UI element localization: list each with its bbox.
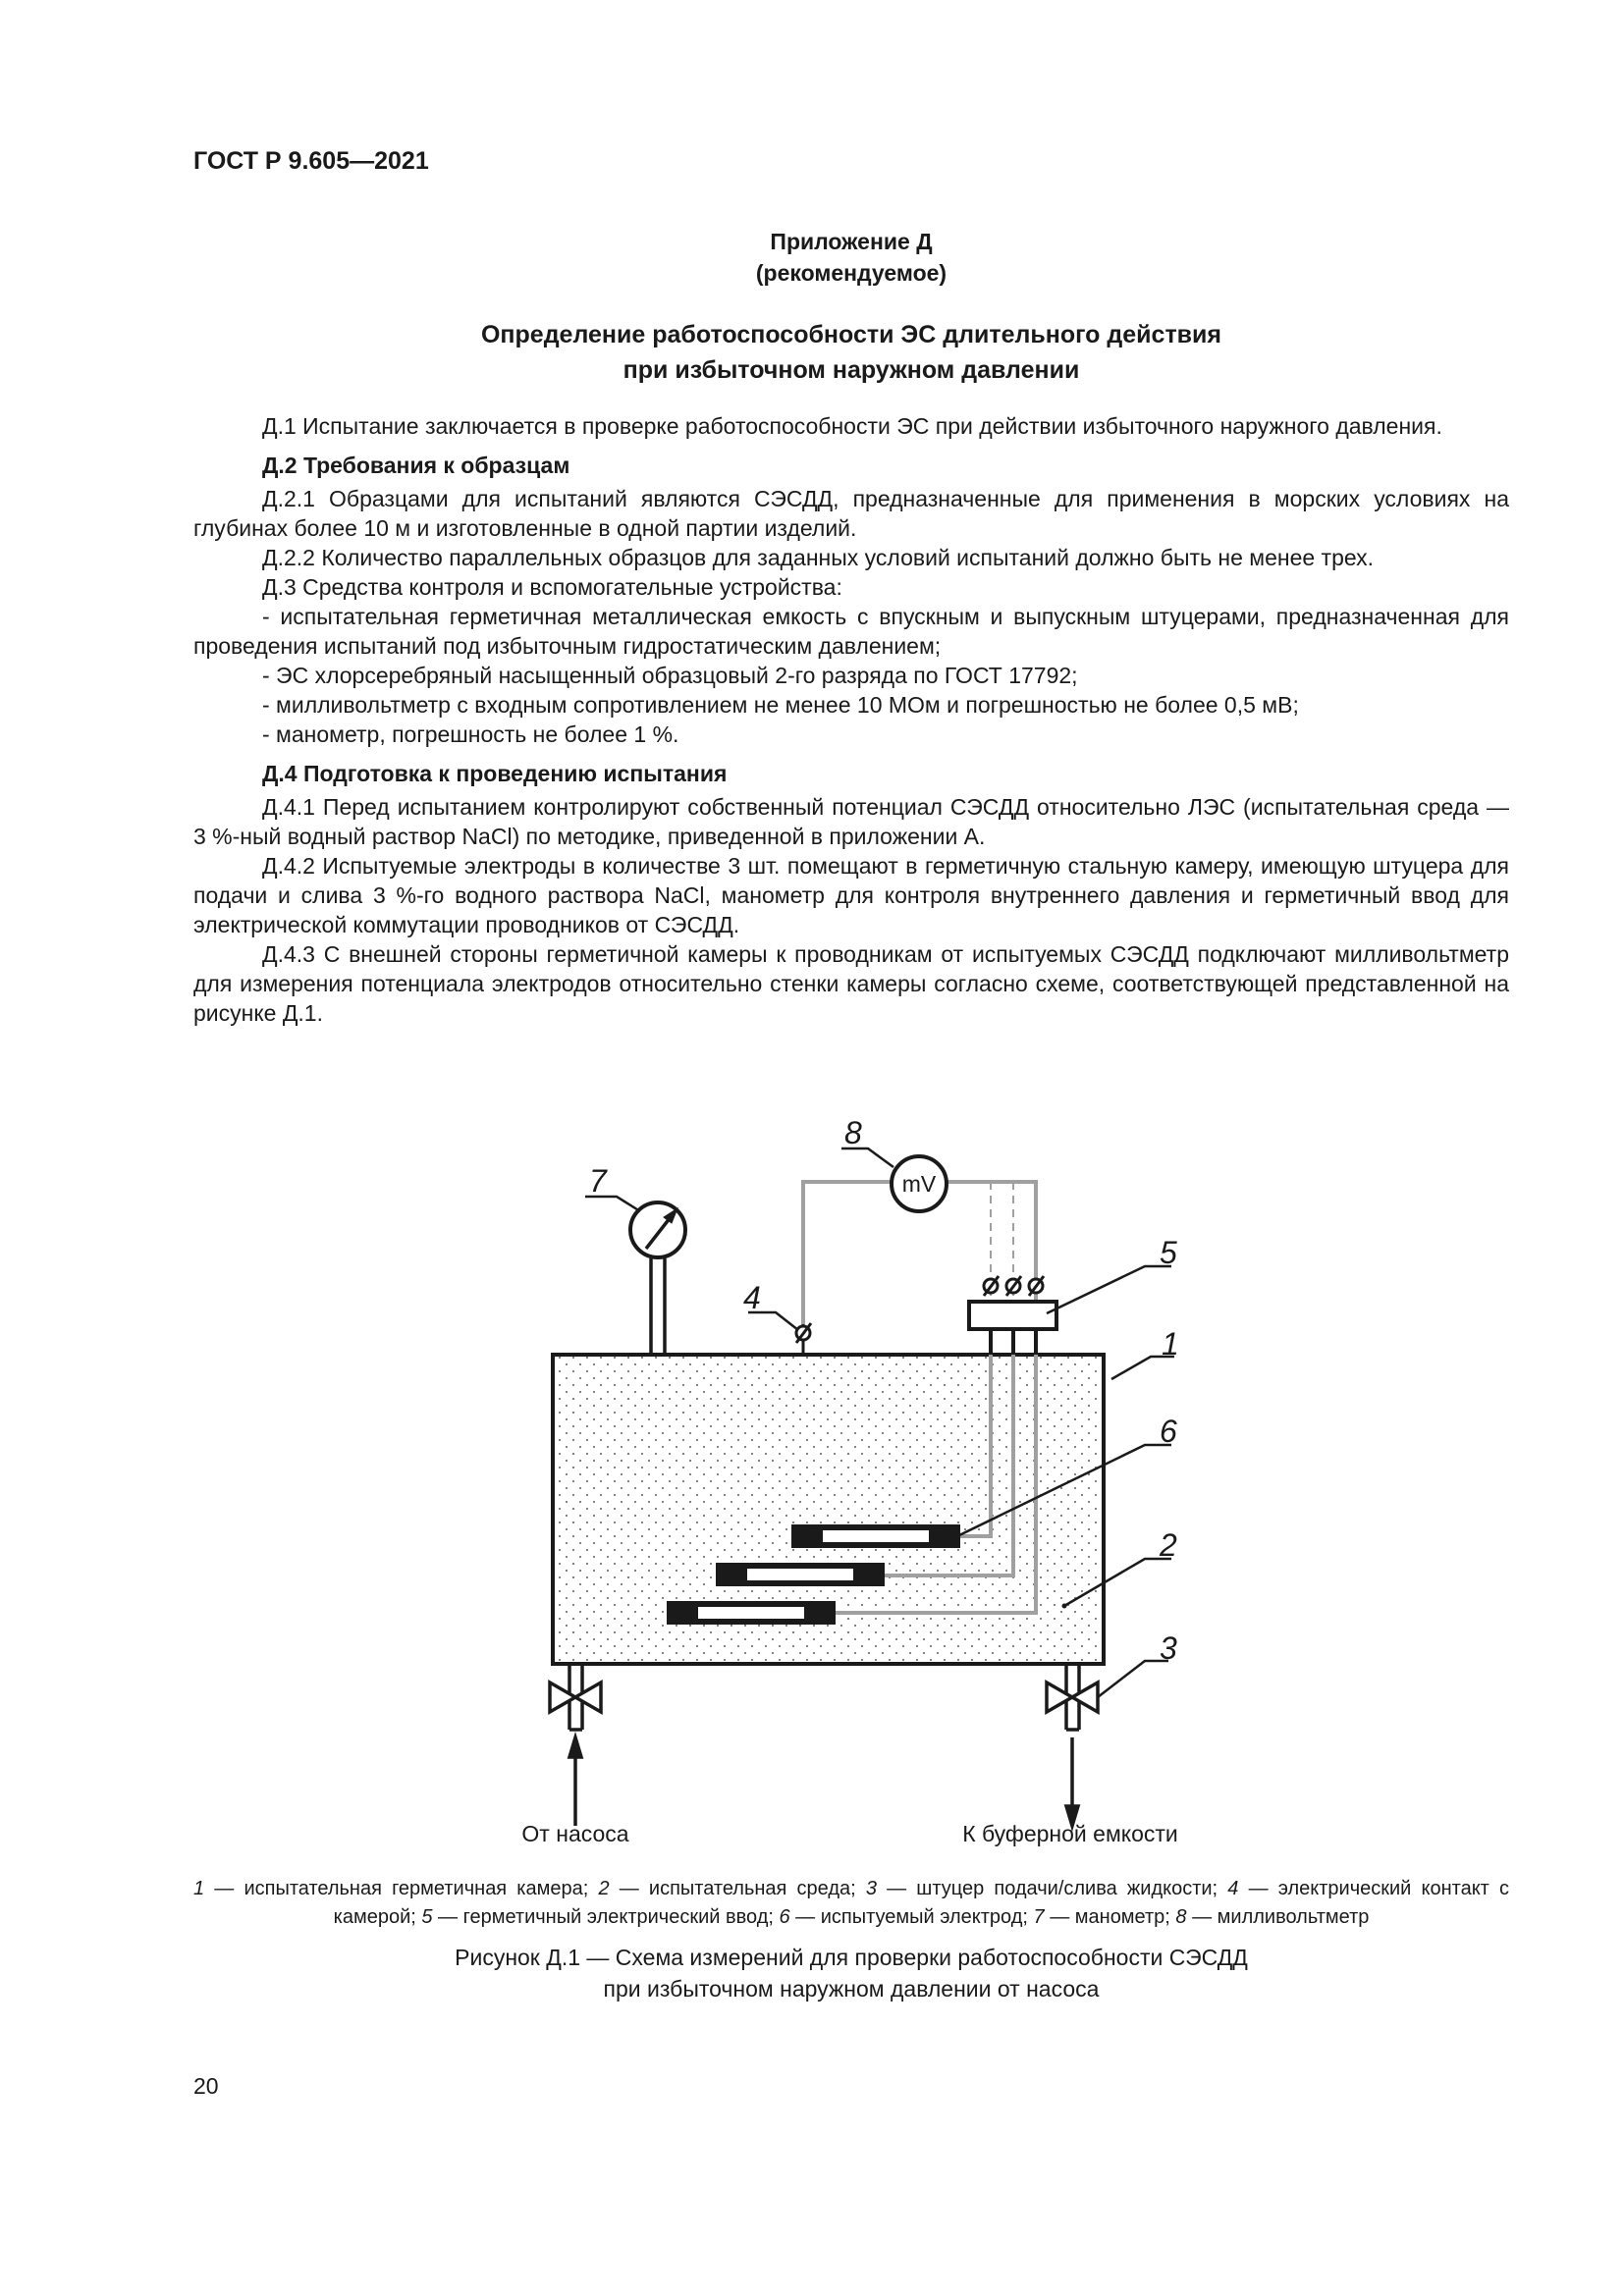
list-item: - ЭС хлорсеребряный насыщенный образцовый 2-го разряда по ГОСТ 17792;	[262, 663, 1078, 688]
test-electrode	[667, 1601, 836, 1625]
callout-label: 3	[1160, 1630, 1177, 1666]
legend-number: 1	[193, 1878, 205, 1899]
legend-number: 3	[865, 1878, 877, 1899]
legend-text: — манометр;	[1044, 1906, 1176, 1928]
paragraph-d1: Д.1 Испытание заключается в проверке работоспособности ЭС при действии избыточного наружного давления.	[262, 413, 1442, 439]
sealed-electrical-lead-in	[969, 1276, 1056, 1355]
legend-number: 8	[1175, 1906, 1187, 1928]
inlet-label: От насоса	[521, 1821, 629, 1846]
section-title-line2: при избыточном наружном давлении	[623, 356, 1080, 384]
heading-d4: Д.4 Подготовка к проведению испытания	[262, 761, 728, 786]
list-item: - манометр, погрешность не более 1 %.	[262, 721, 679, 747]
test-electrode	[791, 1524, 960, 1548]
inlet-fitting	[550, 1664, 601, 1826]
legend-text: — электрический контакт с камерой;	[333, 1878, 1510, 1928]
outlet-label: К буферной емкости	[962, 1821, 1178, 1846]
list-item: - милливольтметр с входным сопротивлением не менее 10 МОм и погрешностью не более 0,5 мВ;	[262, 692, 1299, 718]
figure-caption	[193, 1942, 1509, 2004]
callout-label: 2	[1160, 1527, 1177, 1563]
millivoltmeter	[892, 1156, 947, 1211]
legend-number: 5	[421, 1906, 433, 1928]
document-code: ГОСТ Р 9.605—2021	[193, 147, 429, 175]
electrical-contact	[796, 1323, 811, 1355]
appendix-title: Приложение Д	[770, 229, 933, 254]
paragraph-d4-1: Д.4.1 Перед испытанием контролируют собственный потенциал СЭСДД относительно ЛЭС (испытательная среда — 3 %-ный водный раствор NaCl) по методике, приведенной в приложении А.	[193, 794, 1509, 849]
legend-number: 6	[779, 1906, 790, 1928]
test-electrode	[716, 1563, 885, 1586]
legend-number: 2	[598, 1878, 610, 1899]
paragraph-d4-3: Д.4.3 С внешней стороны герметичной камеры к проводникам от испытуемых СЭСДД подключают милливольтметр для измерения потенциала электродов относительно стенки камеры согласно схеме, соответствующей представленной на рисунке Д.1.	[193, 941, 1509, 1026]
callout-label: 8	[844, 1115, 862, 1150]
page-number: 20	[193, 2073, 219, 2099]
callout-label: 4	[743, 1280, 761, 1315]
paragraph-d2-1: Д.2.1 Образцами для испытаний являются СЭСДД, предназначенные для применения в морских условиях на глубинах более 10 м и изготовленные в одной партии изделий.	[193, 486, 1509, 541]
paragraph-d4-2: Д.4.2 Испытуемые электроды в количестве 3 шт. помещают в герметичную стальную камеру, имеющую штуцера для подачи и слива 3 %-го водного раствора NaCl, манометр для контроля внутреннего давления и герметичный ввод для электрической коммутации проводников от СЭСДД.	[193, 853, 1509, 937]
callout-label: 1	[1162, 1326, 1179, 1362]
figure-caption-line2: при избыточном наружном давлении от насоса	[603, 1976, 1100, 2002]
legend-number: 4	[1227, 1878, 1239, 1899]
section-title-line1: Определение работоспособности ЭС длительного действия	[480, 321, 1222, 348]
list-item: - испытательная герметичная металлическая емкость с впускным и выпускным штуцерами, предназначенная для проведения испытаний под избыточным гидростатическим давлением;	[193, 604, 1509, 659]
legend-number: 7	[1033, 1906, 1045, 1928]
paragraph-d2-2: Д.2.2 Количество параллельных образцов для заданных условий испытаний должно быть не менее трех.	[262, 545, 1375, 570]
outlet-fitting	[1047, 1664, 1098, 1826]
paragraph-d3: Д.3 Средства контроля и вспомогательные устройства:	[262, 574, 842, 600]
manometer	[630, 1202, 685, 1355]
callout-label: 5	[1160, 1235, 1177, 1270]
callout-label: 7	[589, 1163, 607, 1199]
legend-text: — испытательная среда;	[609, 1878, 866, 1899]
legend-text: — штуцер подачи/слива жидкости;	[876, 1878, 1228, 1899]
legend-text: — герметичный электрический ввод;	[432, 1906, 780, 1928]
legend-text: — испытуемый электрод;	[789, 1906, 1034, 1928]
legend-text: — испытательная герметичная камера;	[204, 1878, 599, 1899]
legend-text: — милливольтметр	[1186, 1906, 1370, 1928]
appendix-status: (рекомендуемое)	[755, 260, 947, 286]
callout-label: 6	[1160, 1414, 1177, 1449]
figure-legend	[193, 1875, 1509, 1932]
meter-label: mV	[901, 1171, 937, 1197]
figure-caption-line1: Рисунок Д.1 — Схема измерений для проверки работоспособности СЭСДД	[455, 1945, 1248, 1970]
heading-d2: Д.2 Требования к образцам	[262, 453, 570, 478]
